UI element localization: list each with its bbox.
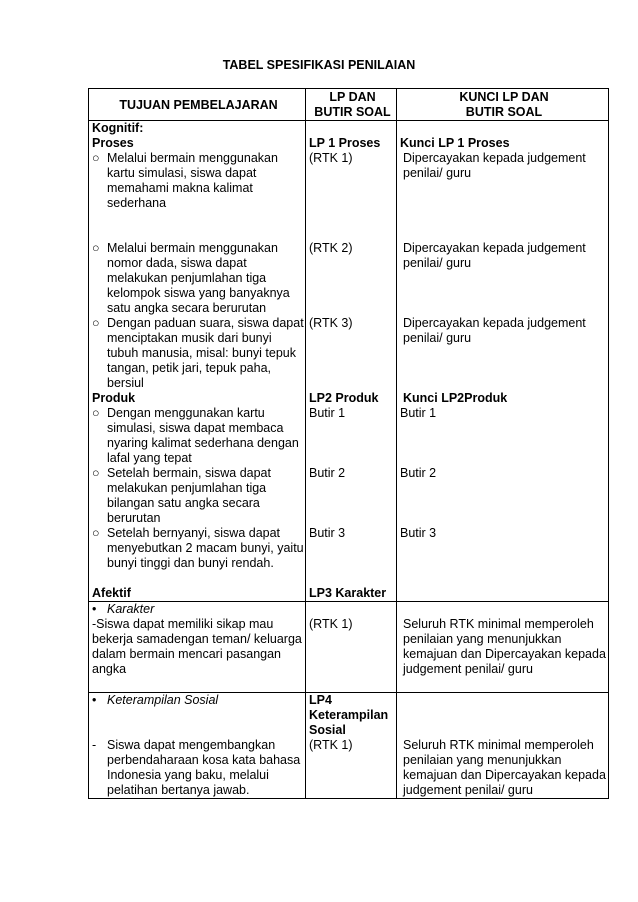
circle-bullet-icon: ○ — [92, 406, 100, 420]
rtk-label: (RTK 3) — [309, 316, 353, 330]
lp-label-produk: LP2 Produk — [309, 391, 379, 405]
circle-bullet-icon: ○ — [92, 526, 100, 540]
key-text: Seluruh RTK minimal memperoleh penilaian yang menunjukkan kemajuan dan Dipercayakan kepada judgement penilai/ guru — [403, 617, 606, 676]
key-text: Butir 1 — [400, 406, 437, 420]
key-label-proses: Kunci LP 1 Proses — [400, 136, 510, 150]
subsection-label-produk: Produk — [92, 391, 136, 405]
header-kunci: KUNCI LP DAN BUTIR SOAL — [397, 89, 609, 121]
list-item: ○ Dengan menggunakan kartu simulasi, siswa dapat membaca nyaring kalimat sederhana dengan lafal yang tepat — [92, 406, 299, 465]
list-item: - Siswa dapat mengembangkan perbendaharaan kosa kata bahasa Indonesia yang baku, melalui pelatihan bertanya jawab. — [92, 738, 301, 797]
list-item: • Keterampilan Sosial — [92, 693, 219, 707]
cell-tujuan-kognitif — [89, 121, 306, 602]
circle-bullet-icon: ○ — [92, 466, 100, 480]
list-item: • Karakter — [92, 602, 155, 616]
bullet-dot-icon: • — [92, 693, 97, 707]
subsection-label-proses: Proses — [92, 136, 134, 150]
circle-bullet-icon: ○ — [92, 316, 100, 330]
key-text: Butir 2 — [400, 466, 437, 480]
key-text: Dipercayakan kepada judgement penilai/ guru — [403, 316, 586, 345]
cell-lp-sosial — [306, 693, 397, 799]
key-label-produk: Kunci LP2Produk — [403, 391, 508, 405]
rtk-label: (RTK 1) — [309, 617, 353, 631]
key-text: Dipercayakan kepada judgement penilai/ guru — [403, 151, 586, 180]
list-item: ○ Dengan paduan suara, siswa dapat menciptakan musik dari bunyi tubuh manusia, misal: bunyi tepuk tangan, petik jari, tepuk paha, bersiul — [92, 316, 304, 390]
cell-lp-kognitif — [306, 121, 397, 602]
cell-kunci-sosial — [397, 693, 609, 799]
table-header-row — [89, 89, 609, 121]
butir-label: Butir 3 — [309, 526, 346, 540]
list-item: ○ Melalui bermain menggunakan nomor dada, siswa dapat melakukan penjumlahan tiga kelompok siswa yang banyaknya satu angka secara berurutan — [92, 241, 290, 315]
table-row-sosial — [89, 693, 609, 799]
section-label-kognitif: Kognitif: — [92, 121, 144, 135]
cell-kunci-karakter — [397, 602, 609, 693]
key-text: Seluruh RTK minimal memperoleh penilaian yang menunjukkan kemajuan dan Dipercayakan kepada judgement penilai/ guru — [403, 738, 606, 797]
lp-label-karakter: LP3 Karakter — [309, 586, 387, 600]
circle-bullet-icon: ○ — [92, 241, 100, 255]
butir-label: Butir 2 — [309, 466, 346, 480]
list-item: ○ Setelah bernyanyi, siswa dapat menyebutkan 2 macam bunyi, yaitu bunyi tinggi dan bunyi rendah. — [92, 526, 305, 586]
list-item: -Siswa dapat memiliki sikap mau bekerja samadengan teman/ keluarga dalam bermain mencari pasangan angka — [92, 617, 302, 676]
cell-kunci-kognitif — [397, 121, 609, 602]
lp-label-sosial: Sosial — [309, 723, 346, 737]
table-row-kognitif-afektif — [89, 121, 609, 602]
lp-label-proses: LP 1 Proses — [309, 136, 381, 150]
bullet-dot-icon: • — [92, 602, 97, 616]
header-lp: LP DAN BUTIR SOAL — [306, 89, 397, 121]
key-text: Butir 3 — [400, 526, 437, 540]
header-tujuan: TUJUAN PEMBELAJARAN — [89, 89, 306, 121]
circle-bullet-icon: ○ — [92, 151, 100, 165]
lp-label-sosial: LP4 — [309, 693, 332, 707]
list-item: ○ Melalui bermain menggunakan kartu simulasi, siswa dapat memahami makna kalimat sederhana — [92, 151, 305, 241]
rtk-label: (RTK 1) — [309, 151, 353, 165]
document-title: TABEL SPESIFIKASI PENILAIAN — [222, 58, 416, 72]
table-row-karakter — [89, 602, 609, 693]
rtk-label: (RTK 1) — [309, 738, 353, 752]
cell-tujuan-karakter — [89, 602, 306, 693]
cell-tujuan-sosial — [89, 693, 306, 799]
list-item: ○ Setelah bermain, siswa dapat melakukan penjumlahan tiga bilangan satu angka secara berurutan — [92, 466, 271, 525]
section-label-afektif: Afektif — [92, 586, 131, 600]
lp-label-sosial: Keterampilan — [309, 708, 389, 722]
rtk-label: (RTK 2) — [309, 241, 353, 255]
assessment-spec-table — [88, 88, 609, 799]
butir-label: Butir 1 — [309, 406, 346, 420]
cell-lp-karakter — [306, 602, 397, 693]
key-text: Dipercayakan kepada judgement penilai/ guru — [403, 241, 586, 270]
